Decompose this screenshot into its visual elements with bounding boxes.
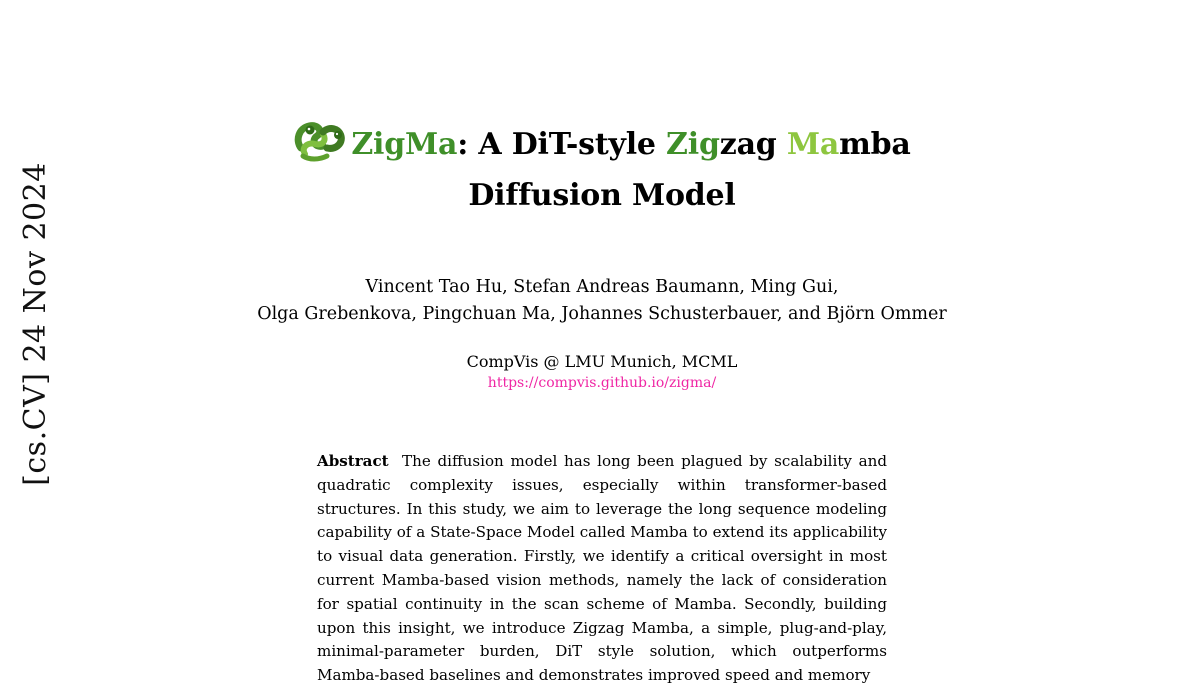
project-page-link[interactable]: https://compvis.github.io/zigma/: [487, 375, 717, 391]
author-list: [232, 274, 972, 328]
abstract-section: [317, 450, 887, 688]
authors-line-2: Olga Grebenkova, Pingchuan Ma, Johannes Schusterbauer, and Björn Ommer: [257, 304, 947, 324]
title-ma: Ma: [786, 127, 840, 162]
title-zigma: ZigMa: [351, 127, 458, 162]
title-mid: : A DiT-style: [457, 127, 667, 162]
title-zag: zag: [719, 127, 787, 162]
zigzag-snake-logo-icon: [293, 118, 349, 175]
title-zig: Zig: [666, 127, 720, 162]
arxiv-identifier-stamp: [cs.CV] 24 Nov 2024: [17, 162, 53, 486]
paper-front-matter: [232, 0, 972, 685]
page-title: [232, 118, 972, 216]
title-end: mba Diffusion Model: [468, 127, 911, 213]
authors-line-1: Vincent Tao Hu, Stefan Andreas Baumann, Ming Gui,: [365, 277, 839, 297]
abstract-body: The diffusion model has long been plagued by scalability and quadratic complexity issues, especially within transformer-based structures. In this study, we aim to leverage the long sequence modeling capability of a State-Space Model called Mamba to extend its applicability to visual data generation. Firstly, we identify a critical oversight in most current Mamba-based vision methods, namely the lack of consideration for spatial continuity in the scan scheme of Mamba. Secondly, building upon this insight, we introduce Zigzag Mamba, a simple, plug-and-play, minimal-parameter burden, DiT style solution, which outperforms Mamba-based baselines and demonstrates improved speed and memory: [317, 452, 887, 685]
abstract-label: Abstract: [317, 452, 389, 470]
affiliation: CompVis @ LMU Munich, MCML: [466, 352, 738, 371]
